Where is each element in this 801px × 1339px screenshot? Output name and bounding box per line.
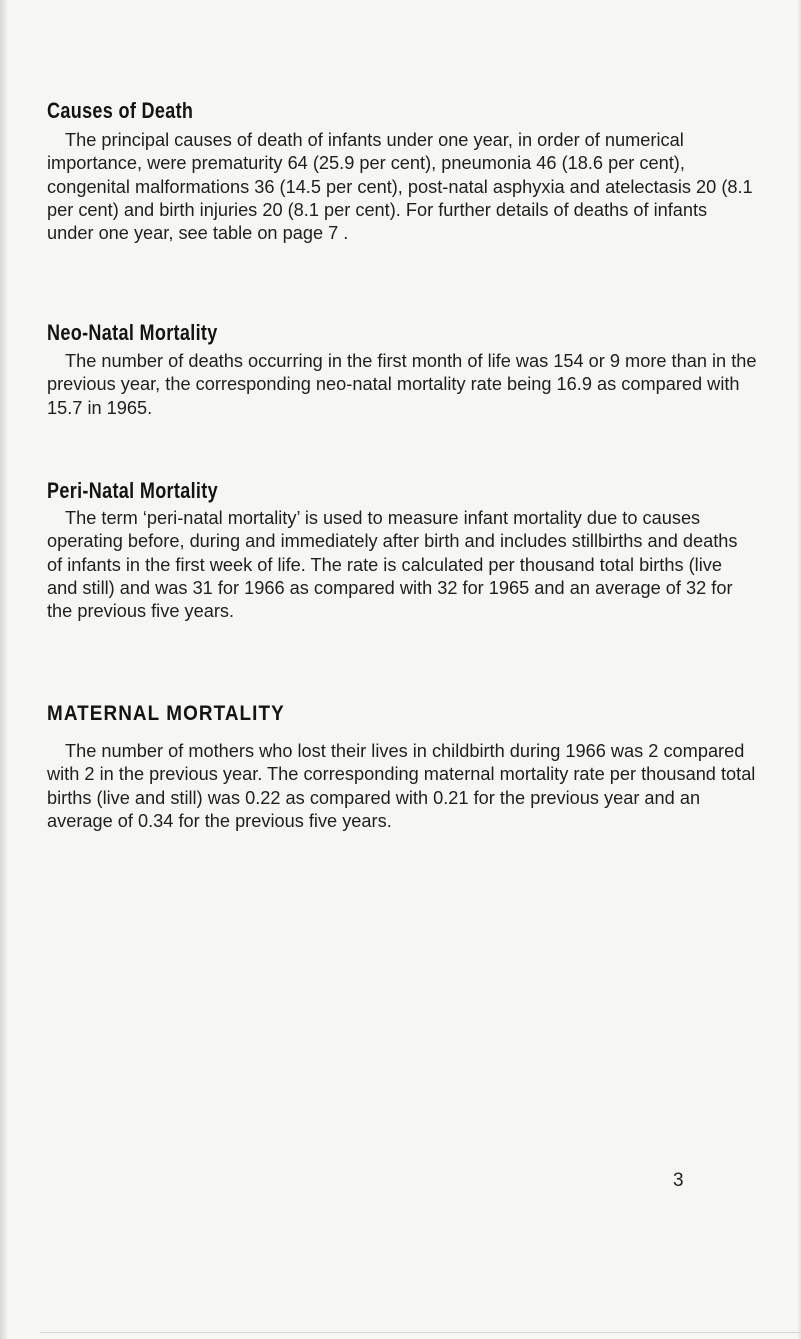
- section-body-maternal-mortality: The number of mothers who lost their lives in childbirth during 1966 was 2 compared with 2 in the previous year. The corresponding maternal mortality rate per thousand total births (live and still) was 0.22 as compared with 0.21 for the previous year and an average of 0.34 for the previous five years.: [47, 741, 756, 831]
- page-edge-shadow: [797, 0, 801, 1339]
- section-body-neo-natal-mortality: The number of deaths occurring in the first month of life was 154 or 9 more than in the previous year, the corresponding neo-natal mortality rate being 16.9 as compared with 15.7 in 1965.: [47, 351, 757, 418]
- section-heading-neo-natal-mortality: Neo-Natal Mortality: [47, 320, 218, 345]
- section-heading-causes-of-death: Causes of Death: [47, 98, 194, 123]
- page-spine-shadow: [0, 0, 7, 1339]
- section-body-peri-natal-mortality: The term ‘peri-natal mortality’ is used to measure infant mortality due to causes operating before, during and immediately after birth and includes stillbirths and deaths of infants in the first week of life. The rate is calculated per thousand total births (live and still) and was 31 for 1966 as compared with 32 for 1965 and an average of 32 for the previous five years.: [47, 508, 738, 622]
- page-bottom-rule: [40, 1332, 801, 1333]
- section-heading-peri-natal-mortality: Peri-Natal Mortality: [47, 478, 218, 503]
- section-body-causes-of-death: The principal causes of death of infants under one year, in order of numerical importance, were prematurity 64 (25.9 per cent), pneumonia 46 (18.6 per cent), congenital malformations 36 (14.5 per cent), post-natal asphyxia and atelectasis 20 (8.1 per cent) and birth injuries 20 (8.1 per cent). For further details of deaths of infants under one year, see table on page 7 .: [47, 130, 753, 244]
- page-number: 3: [673, 1170, 684, 1191]
- section-heading-maternal-mortality: MATERNAL MORTALITY: [47, 702, 285, 725]
